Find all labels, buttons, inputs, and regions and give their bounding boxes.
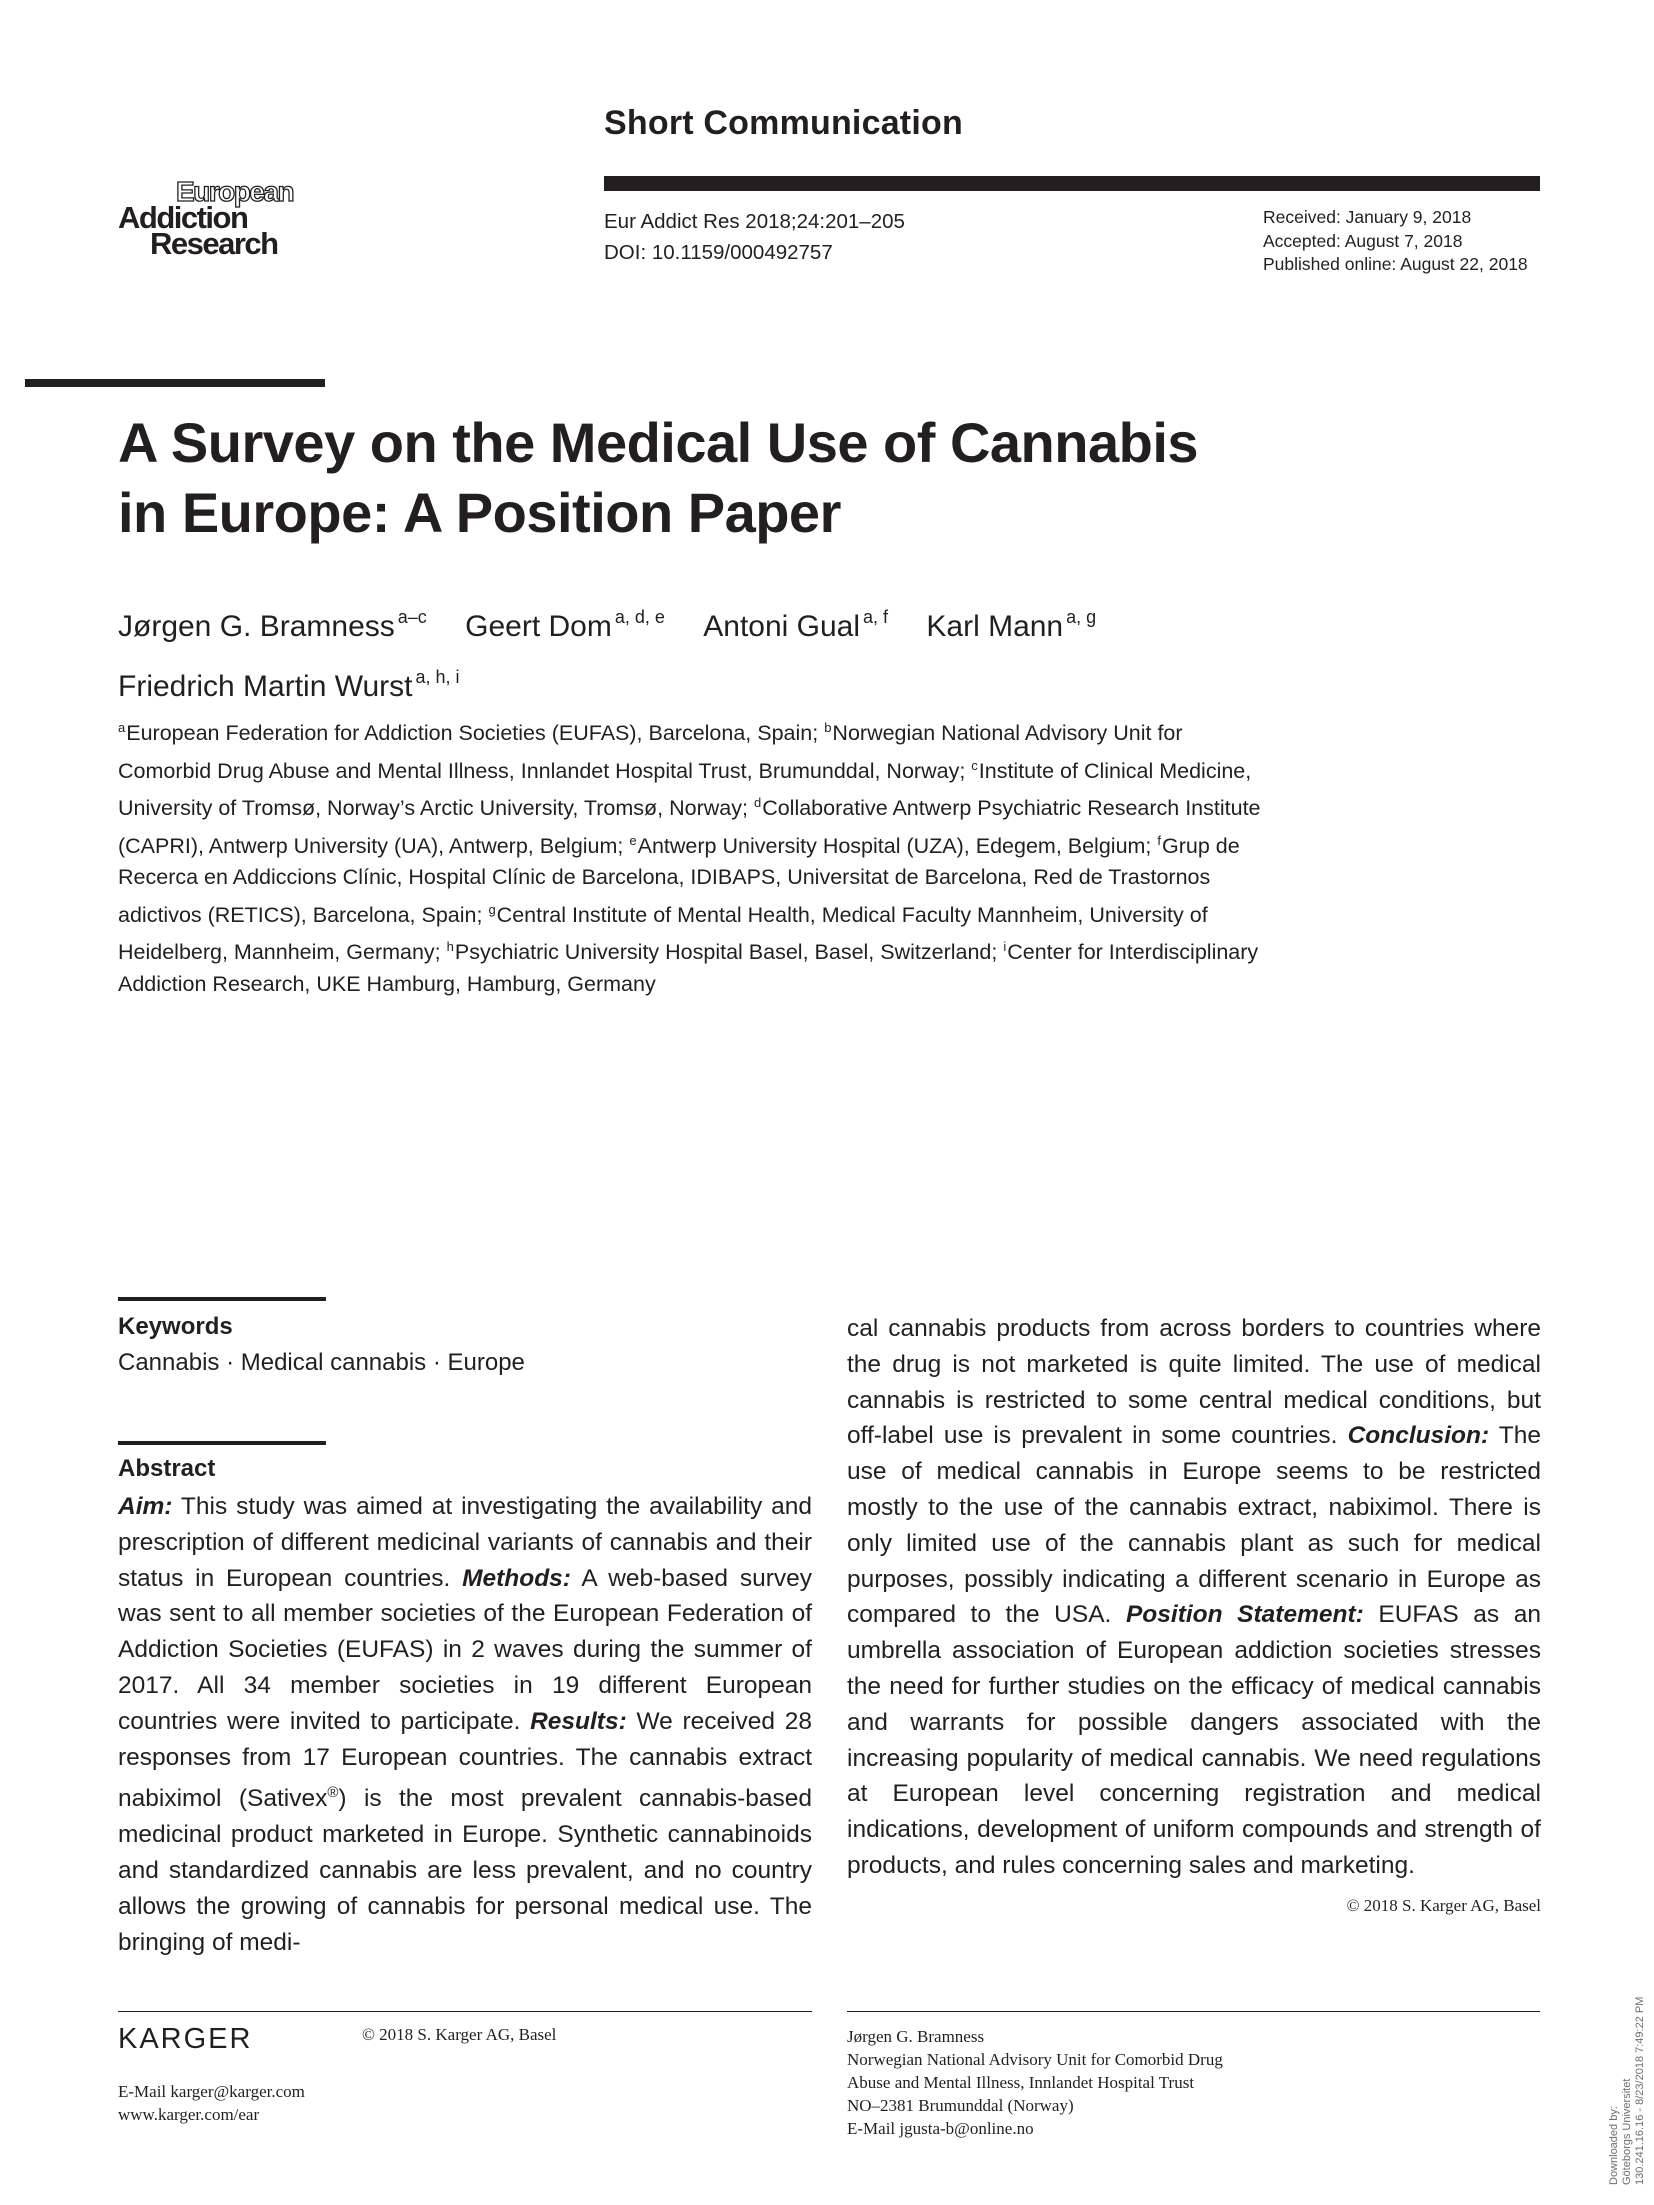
registered-mark: ®: [327, 1784, 339, 1802]
published-date: Published online: August 22, 2018: [1263, 254, 1528, 274]
logo-line-2: Addiction: [118, 200, 248, 235]
publisher-logo: KARGER: [118, 2023, 253, 2055]
results-text-cont: ) is the most prevalent cannabis-based medicinal product marketed in Europe. Synthetic cannabinoids and standardized cannabis are less prevalent, and no country allows the growing of cannabis for personal medical use. The bringing of medi-: [118, 1785, 812, 1956]
author-affiliation-marks: a, f: [863, 607, 889, 627]
affiliation-text: Central Institute of Mental Health, Medical Faculty Mannheim, University of Heidelberg, Mannheim, Germany;: [118, 902, 1208, 964]
download-stamp-line: 130.241.16.16 - 8/23/2018 7:49:22 PM: [1634, 1996, 1646, 2185]
affiliation-key: b: [824, 720, 832, 735]
affiliation-key: i: [1003, 939, 1007, 954]
affiliation-text: Grup de Recerca en Addiccions Clínic, Hospital Clínic de Barcelona, IDIBAPS, Universitat de Barcelona, Red de Trastornos adictivos (RETICS), Barcelona, Spain;: [118, 833, 1240, 927]
correspondence-name: Jørgen G. Bramness: [847, 2027, 985, 2046]
logo-line-1: European: [176, 176, 294, 207]
affiliations: [118, 712, 1278, 1000]
results-label: Results:: [530, 1707, 627, 1735]
journal-logo: [118, 176, 328, 261]
affiliation-key: g: [488, 901, 496, 917]
author-name: Karl Mann: [926, 610, 1064, 643]
author-name: Geert Dom: [465, 610, 612, 643]
position-statement-label: Position Statement:: [1125, 1601, 1364, 1629]
citation-block: [604, 206, 905, 268]
footer-rule-left: [118, 2011, 812, 2012]
affiliation-text: Norwegian National Advisory Unit for Comorbid Drug Abuse and Mental Illness, Innlandet Hospital Trust, Brumunddal, Norway;: [118, 721, 1183, 783]
affiliation-text: Collaborative Antwerp Psychiatric Research Institute (CAPRI), Antwerp University (UA), Antwerp, Belgium;: [118, 796, 1261, 858]
received-date: Received: January 9, 2018: [1263, 207, 1472, 227]
aim-text: This study was aimed at investigating the availability and prescription of different medicinal variants of cannabis and their status in European countries.: [118, 1493, 812, 1592]
affiliation-text: European Federation for Addiction Societies (EUFAS), Barcelona, Spain;: [126, 721, 819, 745]
author-affiliation-marks: a, g: [1066, 607, 1097, 627]
author-name: Jørgen G. Bramness: [118, 610, 395, 643]
article-title: [118, 408, 1368, 548]
article-dates: [1263, 206, 1528, 277]
affiliation-key: f: [1157, 832, 1162, 848]
abstract-column-2: [847, 1311, 1541, 1924]
download-stamp-line: Göteborgs Universitet: [1621, 2078, 1633, 2185]
affiliation-key: d: [753, 795, 762, 810]
keywords-rule: [118, 1297, 326, 1301]
keywords-list: Cannabis · Medical cannabis · Europe: [118, 1349, 525, 1376]
title-line-2: in Europe: A Position Paper: [118, 481, 841, 544]
author: [465, 592, 665, 652]
logo-line-3: Research: [150, 226, 278, 261]
doi: DOI: 10.1159/000492757: [604, 241, 833, 264]
author-affiliation-marks: a–c: [397, 607, 427, 627]
author-list: [118, 592, 1418, 712]
title-rule: [25, 379, 325, 387]
abstract-heading: Abstract: [118, 1455, 216, 1482]
author: [118, 592, 427, 652]
accepted-date: Accepted: August 7, 2018: [1263, 230, 1463, 251]
download-stamp-line: Downloaded by:: [1608, 2106, 1620, 2185]
abstract-copyright: © 2018 S. Karger AG, Basel: [1346, 1895, 1541, 1915]
affiliation-text: Institute of Clinical Medicine, University of Tromsø, Norway’s Arctic University, Tromsø, Norway;: [118, 758, 1252, 820]
author-affiliation-marks: a, h, i: [415, 667, 460, 687]
header-rule: [604, 176, 1540, 191]
abstract-rule: [118, 1441, 326, 1445]
affiliation-text: Psychiatric University Hospital Basel, Basel, Switzerland;: [454, 940, 998, 964]
methods-text: A web-based survey was sent to all member societies of the European Federation of Addiction Societies (EUFAS) in 2 waves during the summer of 2017. All 34 member societies in 19 different European countries were invited to participate.: [118, 1564, 813, 1735]
correspondence-line: Norwegian National Advisory Unit for Comorbid Drug: [847, 2050, 1223, 2069]
results-text: We received 28 responses from 17 European countries. The cannabis extract nabiximol (Sativex: [118, 1707, 812, 1813]
conclusion-text: The use of medical cannabis in Europe seems to be restricted mostly to the use of the cannabis extract, nabiximol. There is only limited use of the cannabis plant as such for medical purposes, possibly indicating a different scenario in Europe as compared to the USA.: [847, 1422, 1541, 1629]
affiliation-key: c: [971, 757, 978, 773]
title-line-1: A Survey on the Medical Use of Cannabis: [118, 411, 1199, 474]
publisher-email[interactable]: E-Mail karger@karger.com: [118, 2082, 305, 2101]
affiliation-key: h: [446, 939, 454, 954]
affiliation-key: a: [118, 720, 126, 735]
publisher-website[interactable]: www.karger.com/ear: [118, 2105, 260, 2124]
affiliation-text: Antwerp University Hospital (UZA), Edegem, Belgium;: [637, 833, 1152, 858]
author: [926, 592, 1096, 652]
results-text-cont-2: cal cannabis products from across borders to countries where the drug is not marketed is quite limited. The use of medical cannabis is restricted to some central medical conditions, but off-label use is prevalent in some countries.: [847, 1315, 1541, 1450]
author: [118, 652, 460, 712]
position-statement-text: EUFAS as an umbrella association of European addiction societies stresses the need for further studies on the efficacy of medical cannabis and warrants for possible dangers associated with the increasing popularity of medical cannabis. We need regulations at European level concerning registration and medical indications, development of uniform compounds and strength of products, and rules concerning sales and marketing.: [847, 1601, 1541, 1879]
keywords-heading: Keywords: [118, 1313, 233, 1340]
author-name: Friedrich Martin Wurst: [118, 670, 413, 703]
aim-label: Aim:: [118, 1493, 173, 1520]
correspondence-address: [847, 2025, 1223, 2140]
publisher-contact: [118, 2080, 305, 2126]
author: [703, 592, 888, 652]
footer-copyright: © 2018 S. Karger AG, Basel: [362, 2025, 557, 2044]
correspondence-line: Abuse and Mental Illness, Innlandet Hospital Trust: [847, 2073, 1195, 2092]
correspondence-line: NO–2381 Brumunddal (Norway): [847, 2096, 1074, 2115]
journal-citation: Eur Addict Res 2018;24:201–205: [604, 210, 905, 233]
affiliation-text: Center for Interdisciplinary Addiction Research, UKE Hamburg, Hamburg, Germany: [118, 940, 1259, 996]
footer-rule-right: [847, 2011, 1540, 2012]
methods-label: Methods:: [462, 1564, 571, 1592]
author-name: Antoni Gual: [703, 610, 861, 643]
correspondence-email[interactable]: E-Mail jgusta-b@online.no: [847, 2119, 1034, 2138]
author-affiliation-marks: a, d, e: [614, 607, 665, 627]
conclusion-label: Conclusion:: [1347, 1422, 1490, 1450]
download-stamp: [1598, 1985, 1654, 2195]
abstract-column-1: [118, 1489, 812, 1961]
section-type: Short Communication: [604, 104, 963, 142]
affiliation-key: e: [629, 832, 637, 848]
